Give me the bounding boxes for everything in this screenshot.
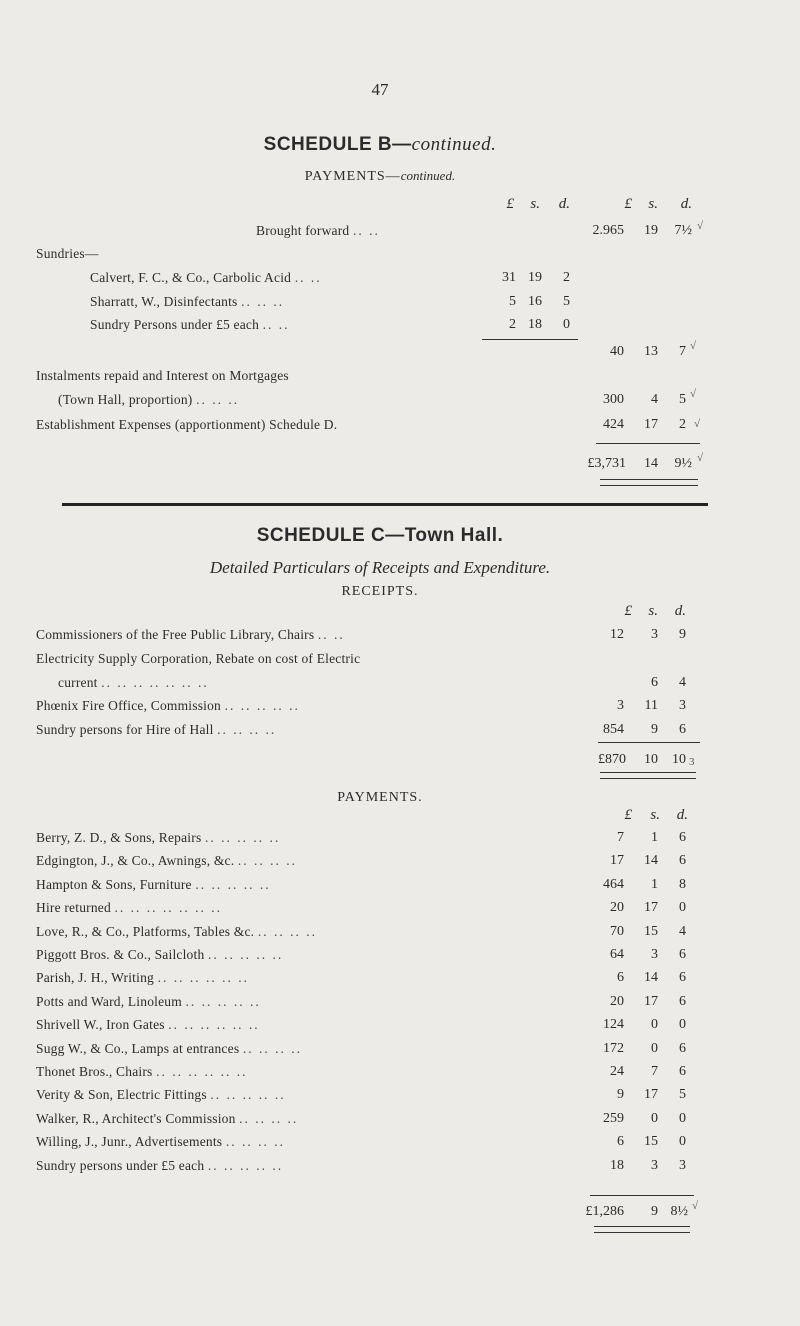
payment-pence: 4 <box>679 924 686 939</box>
sundry-item-label <box>90 270 322 286</box>
payment-text: Thonet Bros., Chairs <box>36 1064 153 1079</box>
payment-pence: 0 <box>679 1111 686 1126</box>
payment-text: Willing, J., Junr., Advertisements <box>36 1134 223 1149</box>
leader-dots: .. .. .. .. <box>225 1134 285 1149</box>
pencil-mark: 3 <box>689 756 695 768</box>
brought-forward-pounds: 2.965 <box>592 223 624 238</box>
payment-pounds: 20 <box>610 994 624 1009</box>
total-rule <box>598 742 700 743</box>
sundry-item-label <box>90 294 284 310</box>
payment-pence: 6 <box>679 947 686 962</box>
payment-pence: 6 <box>679 1064 686 1079</box>
schedule-c-subtitle: Detailed Particulars of Receipts and Expenditure. <box>209 558 551 577</box>
payment-shillings: 1 <box>651 830 658 845</box>
total-double-rule <box>600 772 696 779</box>
payment-pence: 0 <box>679 1017 686 1032</box>
leader-dots: .. .. .. .. <box>237 853 298 868</box>
payment-shillings: 15 <box>644 1134 658 1149</box>
col-header-pence-1: d. <box>558 196 570 212</box>
receipt-label <box>58 675 209 691</box>
receipt-shillings: 6 <box>651 675 658 690</box>
brought-forward-text: Brought forward <box>256 223 350 238</box>
schedule-b-total-pounds: £3,731 <box>587 456 626 471</box>
payment-shillings: 0 <box>651 1111 658 1126</box>
payment-pence: 6 <box>679 994 686 1009</box>
check-mark: √ <box>697 452 704 464</box>
schedule-b-title-suffix: continued. <box>411 134 497 155</box>
payment-pounds: 70 <box>610 924 624 939</box>
payment-pence: 6 <box>679 970 686 985</box>
col-header-shillings-2: s. <box>648 196 658 212</box>
payment-shillings: 17 <box>644 994 658 1009</box>
receipt-pounds: 12 <box>610 627 624 642</box>
payment-pounds: 20 <box>610 900 624 915</box>
establishment-pence: 2 <box>679 417 686 432</box>
payment-pence: 5 <box>679 1087 686 1102</box>
leader-dots: .. .. .. .. <box>239 1111 299 1126</box>
receipt-label <box>36 627 345 643</box>
payment-label <box>36 1041 302 1057</box>
leader-dots: .. .. .. .. .. .. <box>168 1017 260 1032</box>
receipts-header-shillings: s. <box>648 603 658 619</box>
payments-total-pence: 8½ <box>670 1204 688 1219</box>
sundry-item-pence: 0 <box>563 317 570 332</box>
payment-pounds: 124 <box>603 1017 624 1032</box>
leader-dots: .. .. .. .. .. <box>207 947 284 962</box>
sundries-total-shillings: 13 <box>644 344 658 359</box>
brought-forward-label <box>256 223 380 239</box>
payment-label <box>36 1087 286 1103</box>
payment-pounds: 172 <box>603 1041 624 1056</box>
payment-text: Sundry persons under £5 each <box>36 1158 205 1173</box>
receipt-text: Sundry persons for Hire of Hall <box>36 722 214 737</box>
payment-pence: 6 <box>679 1041 686 1056</box>
payment-pence: 6 <box>679 830 686 845</box>
payment-shillings: 17 <box>644 1087 658 1102</box>
payments-label-suffix: continued. <box>400 168 456 183</box>
leader-dots: .. .. <box>262 317 290 332</box>
receipt-text: current <box>58 675 98 690</box>
establishment-pounds: 424 <box>603 417 624 432</box>
schedule-b-title <box>0 134 760 156</box>
payments-label-text: PAYMENTS— <box>304 169 401 184</box>
receipts-total-shillings: 10 <box>644 752 658 767</box>
payments-label: PAYMENTS. <box>337 790 423 805</box>
leader-dots: .. .. .. .. .. <box>224 698 300 713</box>
establishment-shillings: 17 <box>644 417 658 432</box>
payments-total-pounds: £1,286 <box>585 1204 624 1219</box>
payments-header-pence: d. <box>676 807 688 823</box>
payments-total-shillings: 9 <box>651 1204 658 1219</box>
instalments-label-line1: Instalments repaid and Interest on Mortgages <box>36 368 289 383</box>
leader-dots: .. .. .. .. .. .. .. <box>114 900 223 915</box>
payment-shillings: 14 <box>644 970 658 985</box>
leader-dots: .. .. .. .. .. <box>195 877 271 892</box>
receipts-label: RECEIPTS. <box>341 584 419 599</box>
receipt-label <box>36 698 300 714</box>
receipt-shillings: 3 <box>651 627 658 642</box>
col-header-pence-2: d. <box>680 196 692 212</box>
payment-label <box>36 830 280 846</box>
instalments-label-line2 <box>58 392 239 408</box>
instalments-shillings: 4 <box>651 392 658 407</box>
payment-pounds: 64 <box>610 947 624 962</box>
payment-label <box>36 1017 260 1033</box>
payment-shillings: 3 <box>651 1158 658 1173</box>
col-header-shillings-1: s. <box>530 196 540 212</box>
payment-pounds: 259 <box>603 1111 624 1126</box>
receipt-text: Commissioners of the Free Public Library, Chairs <box>36 627 315 642</box>
payment-label <box>36 994 261 1010</box>
payment-text: Berry, Z. D., & Sons, Repairs <box>36 830 202 845</box>
sundry-item-pounds: 2 <box>509 317 516 332</box>
schedule-b-payments-label <box>0 168 760 185</box>
leader-dots: .. .. <box>352 223 380 238</box>
instalments-pounds: 300 <box>603 392 624 407</box>
total-rule <box>590 1195 694 1196</box>
brought-forward-shillings: 19 <box>644 223 658 238</box>
sundry-item-shillings: 16 <box>528 294 542 309</box>
payment-pounds: 18 <box>610 1158 624 1173</box>
payment-text: Love, R., & Co., Platforms, Tables &c. <box>36 924 255 939</box>
payment-pence: 3 <box>679 1158 686 1173</box>
receipt-pence: 9 <box>679 627 686 642</box>
payments-header-shillings: s. <box>650 807 660 823</box>
page-number: 47 <box>371 80 389 99</box>
payment-label <box>36 1111 298 1127</box>
payment-pence: 8 <box>679 877 686 892</box>
payment-text: Potts and Ward, Linoleum <box>36 994 182 1009</box>
sundry-item-pounds: 5 <box>509 294 516 309</box>
payment-pence: 6 <box>679 853 686 868</box>
payment-text: Parish, J. H., Writing <box>36 970 154 985</box>
leader-dots: .. .. .. .. .. <box>210 1087 286 1102</box>
payment-pounds: 24 <box>610 1064 624 1079</box>
payment-shillings: 15 <box>644 924 658 939</box>
payment-text: Piggott Bros. & Co., Sailcloth <box>36 947 205 962</box>
check-mark: √ <box>690 340 697 352</box>
sundry-item-pounds: 31 <box>502 270 516 285</box>
receipts-total-pounds: £870 <box>598 752 626 767</box>
payment-pounds: 464 <box>603 877 624 892</box>
schedule-b-total-shillings: 14 <box>644 456 658 471</box>
leader-dots: .. .. <box>317 627 345 642</box>
payment-label <box>36 1064 247 1080</box>
payment-shillings: 3 <box>651 947 658 962</box>
receipt-pence: 3 <box>679 698 686 713</box>
leader-dots: .. .. <box>294 270 322 285</box>
total-rule <box>596 443 700 444</box>
sundry-item-pence: 2 <box>563 270 570 285</box>
schedule-b-title-text: SCHEDULE B— <box>263 134 412 155</box>
schedule-b-total-pence: 9½ <box>674 456 692 471</box>
instalments-label-text: (Town Hall, proportion) <box>58 392 193 407</box>
payment-shillings: 14 <box>644 853 658 868</box>
col-header-pounds-2: £ <box>624 196 632 212</box>
leader-dots: .. .. .. <box>196 392 240 407</box>
receipts-header-pence: d. <box>674 603 686 619</box>
payments-header-pounds: £ <box>624 807 632 823</box>
sundry-item-text: Sharratt, W., Disinfectants <box>90 294 238 309</box>
brought-forward-pence: 7½ <box>674 223 692 238</box>
payment-text: Sugg W., & Co., Lamps at entrances <box>36 1041 240 1056</box>
receipt-shillings: 9 <box>651 722 658 737</box>
sundry-item-shillings: 19 <box>528 270 542 285</box>
leader-dots: .. .. .. .. <box>242 1041 302 1056</box>
sundry-item-text: Sundry Persons under £5 each <box>90 317 260 332</box>
payment-shillings: 17 <box>644 900 658 915</box>
leader-dots: .. .. .. .. <box>217 722 277 737</box>
payment-pence: 0 <box>679 900 686 915</box>
total-double-rule <box>594 1226 690 1233</box>
receipt-label <box>36 722 276 738</box>
check-mark: √ <box>694 418 701 430</box>
leader-dots: .. .. .. .. .. <box>205 830 281 845</box>
leader-dots: .. .. .. .. .. .. <box>156 1064 248 1079</box>
sundry-item-text: Calvert, F. C., & Co., Carbolic Acid <box>90 270 292 285</box>
leader-dots: .. .. .. <box>241 294 285 309</box>
payment-pounds: 6 <box>617 970 624 985</box>
col-header-pounds-1: £ <box>506 196 514 212</box>
payment-label <box>36 877 271 893</box>
sundry-item-pence: 5 <box>563 294 570 309</box>
check-mark: √ <box>690 388 697 400</box>
schedule-c-title: SCHEDULE C—Town Hall. <box>256 525 504 546</box>
leader-dots: .. .. .. .. .. <box>207 1158 284 1173</box>
instalments-pence: 5 <box>679 392 686 407</box>
sundry-item-shillings: 18 <box>528 317 542 332</box>
payment-pounds: 9 <box>617 1087 624 1102</box>
sundries-total-pence: 7 <box>679 344 686 359</box>
receipt-pounds: 854 <box>603 722 624 737</box>
payment-text: Shrivell W., Iron Gates <box>36 1017 165 1032</box>
payment-text: Hire returned <box>36 900 111 915</box>
sundries-label: Sundries— <box>36 246 99 261</box>
receipts-total-pence: 10 <box>672 752 686 767</box>
leader-dots: .. .. .. .. .. <box>185 994 261 1009</box>
check-mark: √ <box>692 1200 699 1212</box>
payment-label <box>36 1134 285 1150</box>
receipts-header-pounds: £ <box>624 603 632 619</box>
receipt-pence: 4 <box>679 675 686 690</box>
payment-label <box>36 853 297 869</box>
establishment-label: Establishment Expenses (apportionment) Schedule D. <box>36 417 338 432</box>
sundry-item-label <box>90 317 290 333</box>
payment-pounds: 17 <box>610 853 624 868</box>
leader-dots: .. .. .. .. <box>257 924 317 939</box>
payment-shillings: 7 <box>651 1064 658 1079</box>
receipt-shillings: 11 <box>644 698 658 713</box>
payment-text: Walker, R., Architect's Commission <box>36 1111 236 1126</box>
leader-dots: .. .. .. .. .. .. <box>157 970 249 985</box>
subtotal-rule <box>482 339 578 340</box>
payment-label <box>36 947 283 963</box>
receipt-pence: 6 <box>679 722 686 737</box>
payment-pounds: 7 <box>617 830 624 845</box>
payment-text: Verity & Son, Electric Fittings <box>36 1087 207 1102</box>
payment-text: Edgington, J., & Co., Awnings, &c. <box>36 853 235 868</box>
payment-text: Hampton & Sons, Furniture <box>36 877 192 892</box>
payment-pence: 0 <box>679 1134 686 1149</box>
payment-label <box>36 924 317 940</box>
section-divider <box>62 503 708 506</box>
payment-label <box>36 900 222 916</box>
payment-pounds: 6 <box>617 1134 624 1149</box>
receipt-text: Phœnix Fire Office, Commission <box>36 698 222 713</box>
total-double-rule <box>600 479 698 486</box>
payment-shillings: 0 <box>651 1041 658 1056</box>
payment-label <box>36 970 249 986</box>
payment-label <box>36 1158 283 1174</box>
receipt-label: Electricity Supply Corporation, Rebate on cost of Electric <box>36 651 361 666</box>
leader-dots: .. .. .. .. .. .. .. <box>101 675 209 690</box>
payment-shillings: 1 <box>651 877 658 892</box>
receipt-pounds: 3 <box>617 698 624 713</box>
sundries-total-pounds: 40 <box>610 344 624 359</box>
check-mark: √ <box>697 220 704 232</box>
payment-shillings: 0 <box>651 1017 658 1032</box>
